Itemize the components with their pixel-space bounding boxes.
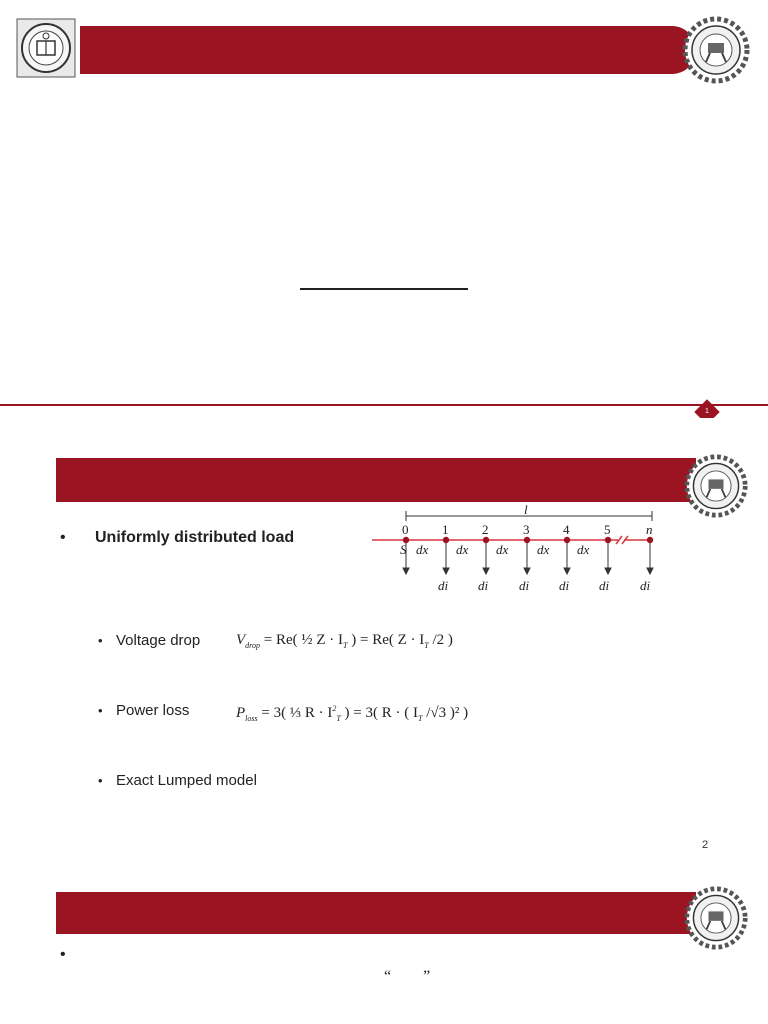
power-loss-equation: $P_{loss} = 3$( ⅓ $R \cdot I^2_T$ ) = 3( R · ( $I_T$ /√3 )² ): [236, 704, 469, 723]
title-banner: [56, 892, 696, 934]
voltage-drop-equation: $V_{drop} = Re$( ½ $Z \cdot I_T$ ) = Re( $Z \cdot I_T$ /2 ): [236, 632, 453, 650]
node-label-4: 4: [563, 522, 570, 537]
segment-label: dx: [416, 542, 429, 557]
current-label: di: [438, 578, 449, 593]
bullet-dot: •: [98, 703, 103, 718]
current-label: di: [519, 578, 530, 593]
distributed-load-diagram: [368, 502, 668, 598]
node-4: [564, 537, 570, 543]
segment-label: dx: [456, 542, 469, 557]
title-underline: [300, 288, 468, 290]
slide-2: [0, 418, 768, 858]
node-label-1: 1: [442, 522, 449, 537]
node-5: [605, 537, 611, 543]
bullet-uniform-load: Uniformly distributed load: [95, 529, 295, 546]
node-1: [443, 537, 449, 543]
current-label: di: [640, 578, 651, 593]
bullet-dot: •: [98, 633, 103, 648]
current-label: di: [478, 578, 489, 593]
node-label-3: 3: [523, 522, 530, 537]
segment-label: dx: [496, 542, 509, 557]
university-seal-icon: [16, 18, 76, 78]
source-label: S: [400, 542, 407, 557]
node-3: [524, 537, 530, 543]
bullet-power-loss: Power loss: [116, 702, 190, 719]
page-number: 2: [702, 839, 709, 851]
quotation-marks: “ ”: [384, 968, 431, 985]
slide-divider-line: [0, 404, 768, 406]
node-label-2: 2: [482, 522, 489, 537]
title-banner: [56, 458, 696, 502]
slide-3: [0, 858, 768, 1024]
node-2: [483, 537, 489, 543]
gear-emblem-icon: [684, 886, 748, 950]
title-banner: [80, 26, 696, 74]
segment-label: dx: [537, 542, 550, 557]
bullet-voltage-drop: Voltage drop: [116, 632, 201, 649]
node-label-n: n: [646, 522, 653, 537]
node-label-5: 5: [604, 522, 611, 537]
bullet-exact-lumped: Exact Lumped model: [116, 772, 257, 789]
current-label: di: [559, 578, 570, 593]
gear-emblem-icon: [684, 454, 748, 518]
slide-1: [0, 0, 768, 418]
node-label-0: 0: [402, 522, 409, 537]
bullet-dot: •: [60, 946, 66, 963]
segment-label: dx: [577, 542, 590, 557]
bullet-dot: •: [60, 529, 66, 546]
length-label: l: [524, 502, 528, 517]
current-label: di: [599, 578, 610, 593]
slide-number: 1: [705, 408, 709, 415]
gear-emblem-icon: [682, 16, 750, 84]
bullet-dot: •: [98, 773, 103, 788]
node-n: [647, 537, 653, 543]
